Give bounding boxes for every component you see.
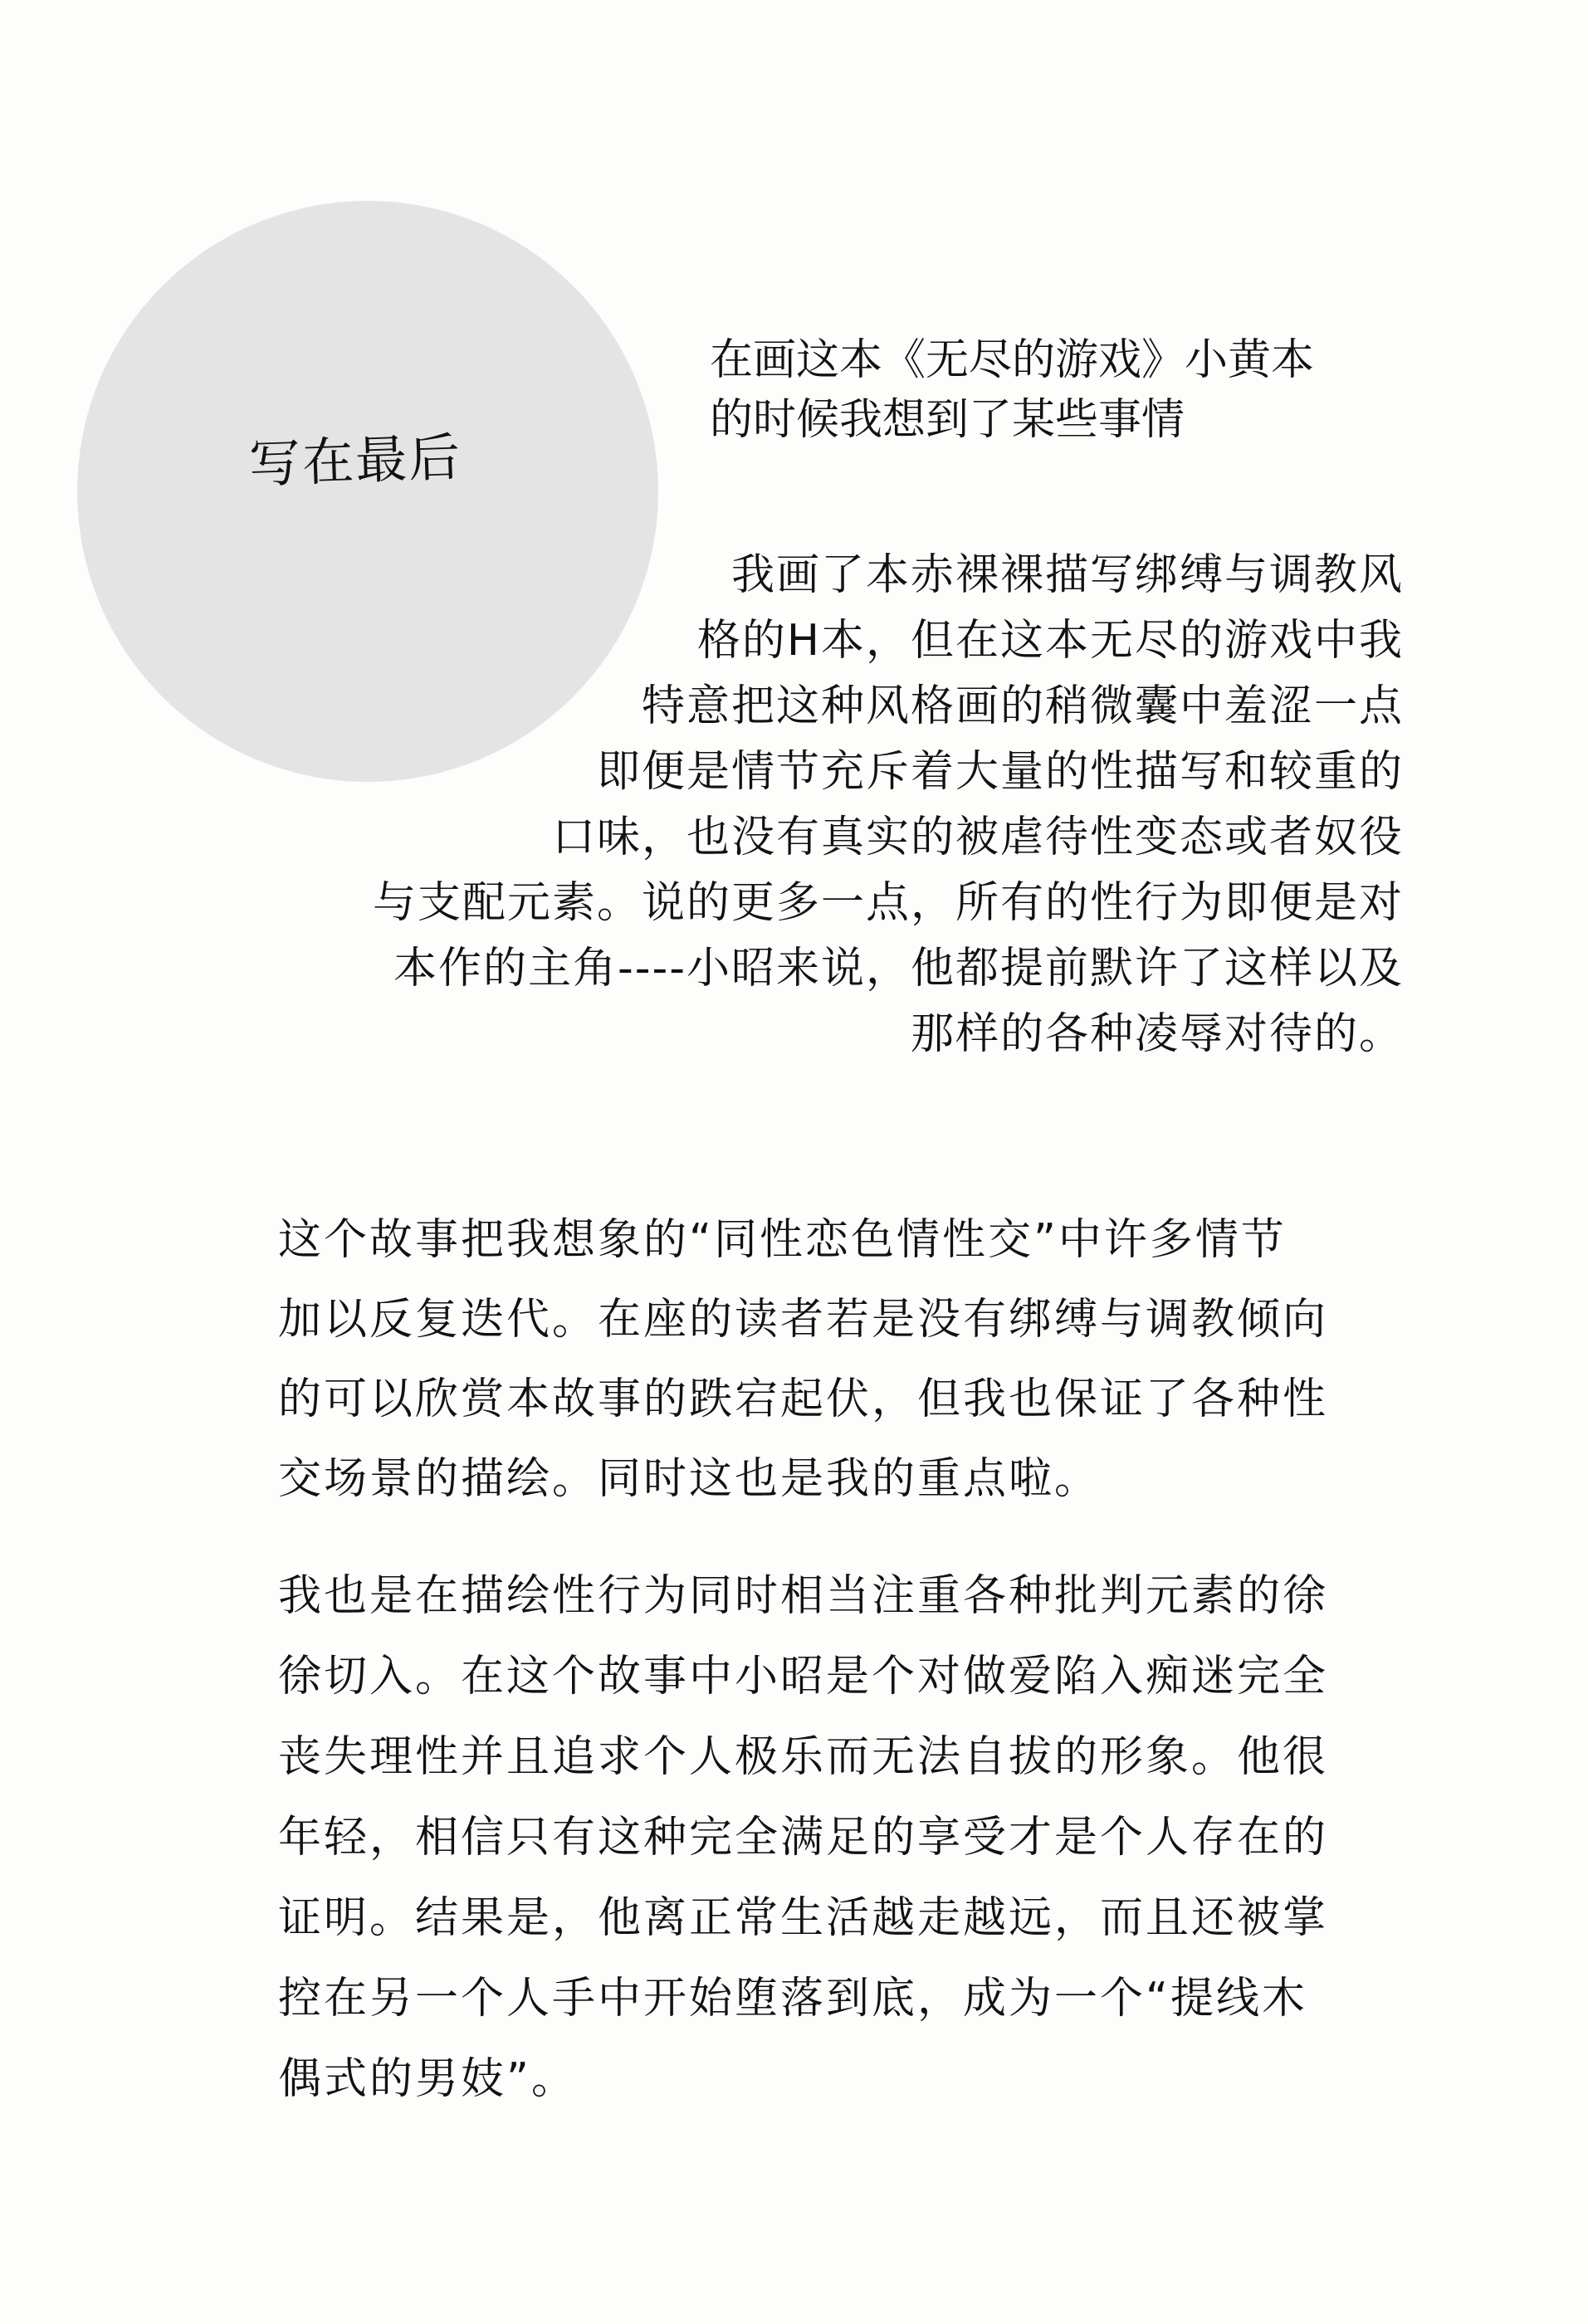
paragraph-1 [373,543,1404,1067]
paragraph-3-line: 丧失理性并且追求个人极乐而无法自拔的形象。他很 [278,1732,1329,1782]
intro-line: 在画这本《无尽的游戏》小黄本 [710,335,1315,385]
paragraph-3-line: 我也是在描绘性行为同时相当注重各种批判元素的徐 [278,1571,1329,1621]
paragraph-3-line: 证明。结果是，他离正常生活越走越远，而且还被掌 [278,1893,1329,1943]
paragraph-1-line: 我画了本赤裸裸描写绑缚与调教风 [730,550,1404,600]
section-title: 写在最后 [247,427,463,495]
paragraph-2-line: 的可以欣赏本故事的跌宕起伏，但我也保证了各种性 [278,1374,1329,1424]
paragraph-3-line: 年轻，相信只有这种完全满足的享受才是个人存在的 [278,1813,1329,1863]
intro-line: 的时候我想到了某些事情 [710,395,1185,445]
paragraph-1-line: 格的H本，但在这本无尽的游戏中我 [696,616,1404,666]
intro-text [710,330,1314,450]
paragraph-2-line: 这个故事把我想象的“同性恋色情性交”中许多情节 [278,1215,1287,1265]
paragraph-1-line: 那样的各种凌辱对待的。 [910,1009,1404,1059]
paragraph-1-line: 本作的主角----小昭来说，他都提前默许了这样以及 [393,944,1404,994]
paragraph-1-line: 与支配元素。说的更多一点，所有的性行为即便是对 [372,878,1404,928]
paragraph-3 [278,1556,1328,2120]
paragraph-2-line: 加以反复迭代。在座的读者若是没有绑缚与调教倾向 [278,1295,1329,1345]
paragraph-3-line: 控在另一个人手中开始堕落到底，成为一个“提线木 [278,1974,1307,2024]
paragraph-2-line: 交场景的描绘。同时这也是我的重点啦。 [278,1454,1101,1504]
paragraph-2 [278,1200,1328,1519]
paragraph-3-line: 徐切入。在这个故事中小昭是个对做爱陷入痴迷完全 [278,1652,1329,1702]
paragraph-1-line: 口味，也没有真实的被虐待性变态或者奴役 [551,813,1404,862]
paragraph-1-line: 特意把这种风格画的稍微囊中羞涩一点 [641,681,1404,731]
paragraph-3-line: 偶式的男妓”。 [278,2054,577,2104]
paragraph-1-line: 即便是情节充斥着大量的性描写和较重的 [596,747,1404,797]
